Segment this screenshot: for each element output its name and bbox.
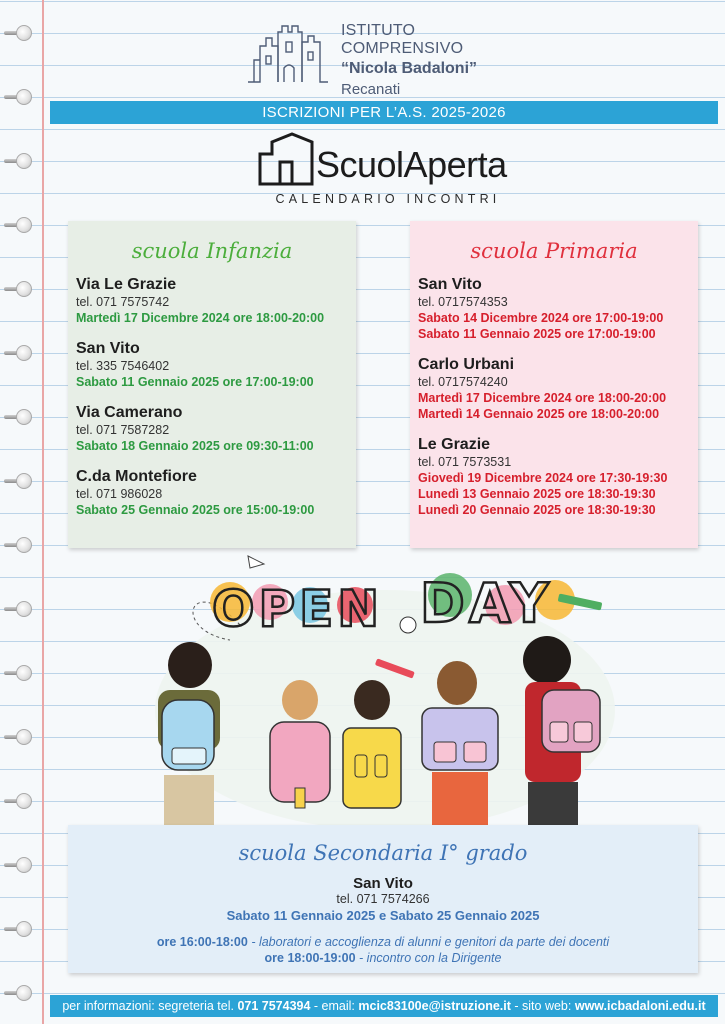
school-name: C.da Montefiore: [76, 468, 197, 485]
notebook-margin-line: [42, 0, 44, 1024]
paper-plane-icon: [248, 556, 264, 568]
school-entry: [418, 275, 698, 342]
institute-city: Recanati: [341, 81, 401, 98]
binding-ring-icon: [4, 342, 34, 364]
schedule-2-time: ore 18:00-19:00: [264, 951, 356, 965]
meeting-date: Sabato 18 Gennaio 2025 ore 09:30-11:00: [76, 439, 314, 453]
meeting-date: Lunedì 13 Gennaio 2025 ore 18:30-19:30: [418, 487, 656, 501]
footer-website-link[interactable]: www.icbadaloni.edu.it: [574, 999, 706, 1013]
meeting-date: Sabato 14 Dicembre 2024 ore 17:00-19:00: [418, 311, 664, 325]
school-name: San Vito: [76, 340, 140, 357]
secondaria-card: [68, 825, 698, 973]
meeting-date: Martedì 14 Gennaio 2025 ore 18:00-20:00: [418, 407, 660, 421]
binding-ring-icon: [4, 150, 34, 172]
binding-ring-icon: [4, 278, 34, 300]
primaria-card: [410, 221, 698, 548]
meeting-date: Martedì 17 Dicembre 2024 ore 18:00-20:00: [418, 391, 667, 405]
school-phone: tel. 071 986028: [76, 487, 163, 501]
brand-subtitle: CALENDARIO INCONTRI: [275, 192, 501, 206]
school-name: San Vito: [418, 276, 482, 293]
binding-ring-icon: [4, 470, 34, 492]
school-phone: tel. 071 7587282: [76, 423, 170, 437]
infanzia-school-list: [76, 275, 356, 518]
school-entry: [418, 355, 698, 422]
institute-type: ISTITUTO COMPRENSIVO: [341, 22, 464, 57]
enrollment-banner: ISCRIZIONI PER L’A.S. 2025-2026: [50, 101, 718, 124]
footer-phone: 071 7574394: [237, 999, 311, 1013]
meeting-date: Sabato 11 Gennaio 2025 ore 17:00-19:00: [76, 375, 314, 389]
meeting-date: Lunedì 20 Gennaio 2025 ore 18:30-19:30: [418, 503, 656, 517]
meeting-date: Martedì 17 Dicembre 2024 ore 18:00-20:00: [76, 311, 325, 325]
school-building-icon: [258, 132, 324, 188]
binding-ring-icon: [4, 918, 34, 940]
school-phone: tel. 335 7546402: [76, 359, 170, 373]
school-entry: [418, 435, 698, 518]
secondaria-schedule-2: [68, 950, 698, 966]
footer-email-label: - email:: [310, 999, 359, 1013]
meeting-date: Sabato 25 Gennaio 2025 ore 15:00-19:00: [76, 503, 315, 517]
secondaria-dates: Sabato 11 Gennaio 2025 e Sabato 25 Gennaio 2025: [226, 908, 540, 923]
school-entry: [76, 339, 356, 390]
binding-ring-icon: [4, 86, 34, 108]
infanzia-title: scuola Infanzia: [131, 239, 293, 263]
scuolaperta-brand: [258, 132, 520, 212]
secondaria-phone: tel. 071 7574266: [336, 892, 430, 906]
primaria-title: scuola Primaria: [470, 239, 638, 263]
open-day-illustration: [150, 550, 620, 825]
meeting-date: Sabato 11 Gennaio 2025 ore 17:00-19:00: [418, 327, 656, 341]
school-name: Carlo Urbani: [418, 356, 515, 373]
open-word: OPEN: [212, 580, 384, 638]
school-name: Via Le Grazie: [76, 276, 177, 293]
binding-ring-icon: [4, 726, 34, 748]
binding-ring-icon: [4, 982, 34, 1004]
binding-ring-icon: [4, 214, 34, 236]
school-entry: [76, 467, 356, 518]
school-entry: [76, 403, 356, 454]
binding-ring-icon: [4, 22, 34, 44]
primaria-school-list: [418, 275, 698, 518]
binding-ring-icon: [4, 662, 34, 684]
school-phone: tel. 071 7575742: [76, 295, 170, 309]
institute-name: “Nicola Badaloni”: [341, 60, 478, 77]
institute-header: [246, 20, 526, 98]
infanzia-card: [68, 221, 356, 548]
brand-title: ScuolAperta: [316, 144, 507, 185]
secondaria-school-name: San Vito: [353, 875, 413, 892]
binding-ring-icon: [4, 790, 34, 812]
binding-ring-icon: [4, 406, 34, 428]
open-day-art: [150, 550, 620, 825]
binding-ring-icon: [4, 598, 34, 620]
castle-logo-icon: [246, 20, 330, 84]
secondaria-schedule-1: [68, 934, 698, 950]
footer-prefix: per informazioni: segreteria tel.: [62, 999, 238, 1013]
contact-footer: [50, 995, 718, 1017]
school-phone: tel. 071 7573531: [418, 455, 512, 469]
footer-email-link[interactable]: mcic83100e@istruzione.it: [358, 999, 511, 1013]
school-phone: tel. 0717574353: [418, 295, 508, 309]
schedule-1-desc: - laboratori e accoglienza di alunni e genitori da parte dei docenti: [247, 935, 610, 949]
binding-ring-icon: [4, 534, 34, 556]
school-entry: [76, 275, 356, 326]
school-name: Via Camerano: [76, 404, 183, 421]
binding-ring-icon: [4, 854, 34, 876]
meeting-date: Giovedì 19 Dicembre 2024 ore 17:30-19:30: [418, 471, 668, 485]
footer-web-label: - sito web:: [510, 999, 575, 1013]
secondaria-title: scuola Secondaria I° grado: [238, 841, 528, 865]
schedule-2-desc: - incontro con la Dirigente: [355, 951, 502, 965]
school-name: Le Grazie: [418, 436, 491, 453]
spiral-binding: [0, 0, 40, 1024]
day-word: DAY: [420, 572, 553, 635]
schedule-1-time: ore 16:00-18:00: [156, 935, 248, 949]
school-phone: tel. 0717574240: [418, 375, 508, 389]
